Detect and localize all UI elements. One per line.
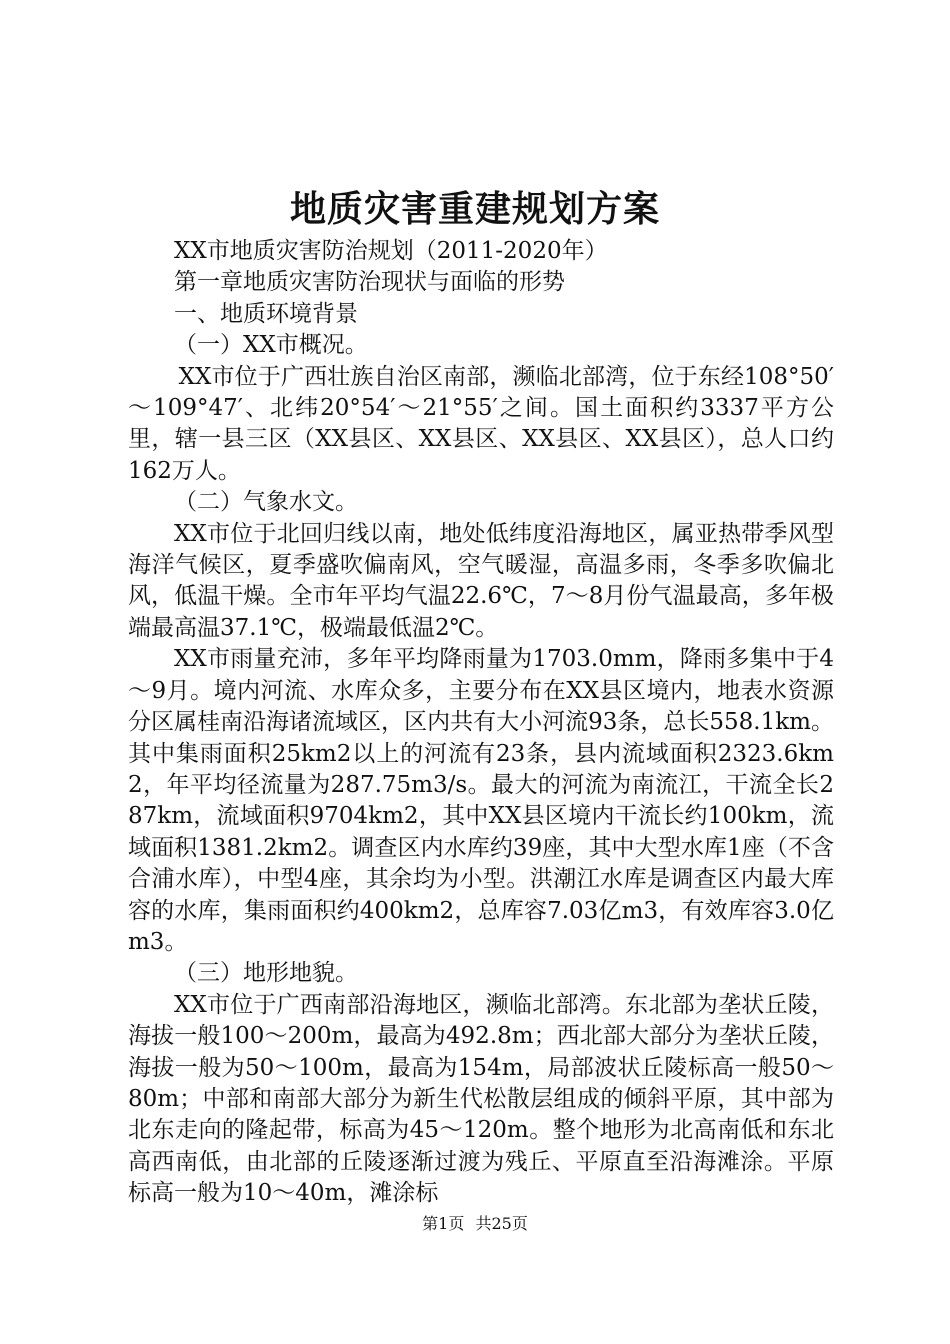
document-title: 地质灾害重建规划方案 xyxy=(289,188,660,230)
paragraph-chapter-heading: 第一章地质灾害防治现状与面临的形势 xyxy=(174,269,565,296)
paragraph-hydrology: XX市雨量充沛，多年平均降雨量为1703.0mm，降雨多集中于4～9月。境内河流、水库众多，主要分布在XX县区境内，地表水资源分区属桂南沿海诸流域区，区内共有大小河流93条，总长558.1km。其中集雨面积25km2以上的河流有23条，县内流域面积2323.6km2，年平均径流量为287.75m3/s。最大的河流为南流江，干流全长287km，流域面积9704km2，其中XX县区境内干流长约100km，流域面积1381.2km2。调查区内水库约39座，其中大型水库1座（不含合浦水库），中型4座，其余均为小型。洪潮江水库是调查区内最大库容的水库，集雨面积约400km2，总库容7.03亿m3，有效库容3.0亿m3。 xyxy=(128,646,834,955)
page-number: 第1页 xyxy=(422,1214,465,1233)
paragraph-subsection-terrain: （三）地形地貌。 xyxy=(174,960,358,987)
document-body xyxy=(128,236,834,1210)
page-footer xyxy=(0,1212,950,1236)
paragraph-subsection-climate: （二）气象水文。 xyxy=(174,489,358,516)
paragraph-terrain: XX市位于广西南部沿海地区，濒临北部湾。东北部为垄状丘陵，海拔一般100～200m，最高为492.8m；西北部大部分为垄状丘陵，海拔一般为50～100m，最高为154m，局部波状丘陵标高一般50～80m；中部和南部大部分为新生代松散层组成的倾斜平原，其中部为北东走向的隆起带，标高为45～120m。整个地形为北高南低和东北高西南低，由北部的丘陵逐渐过渡为残丘、平原直至沿海滩涂。平原标高一般为10～40m，滩涂标 xyxy=(128,991,834,1207)
paragraph-overview: XX市位于广西壮族自治区南部，濒临北部湾，位于东经108°50′～109°47′、北纬20°54′～21°55′之间。国土面积约3337平方公里，辖一县三区（XX县区、XX县区、XX县区、XX县区），总人口约162万人。 xyxy=(128,363,834,484)
paragraph-subsection-overview: （一）XX市概况。 xyxy=(174,332,368,359)
page-total: 共25页 xyxy=(475,1214,528,1233)
paragraph-plan-title: XX市地质灾害防治规划（2011-2020年） xyxy=(174,238,608,264)
paragraph-section-heading: 一、地质环境背景 xyxy=(174,300,358,327)
paragraph-climate: XX市位于北回归线以南，地处低纬度沿海地区，属亚热带季风型海洋气候区，夏季盛吹偏南风，空气暖湿，高温多雨，冬季多吹偏北风，低温干燥。全市年平均气温22.6℃，7～8月份气温最高，多年极端最高温37.1℃，极端最低温2℃。 xyxy=(128,520,834,641)
